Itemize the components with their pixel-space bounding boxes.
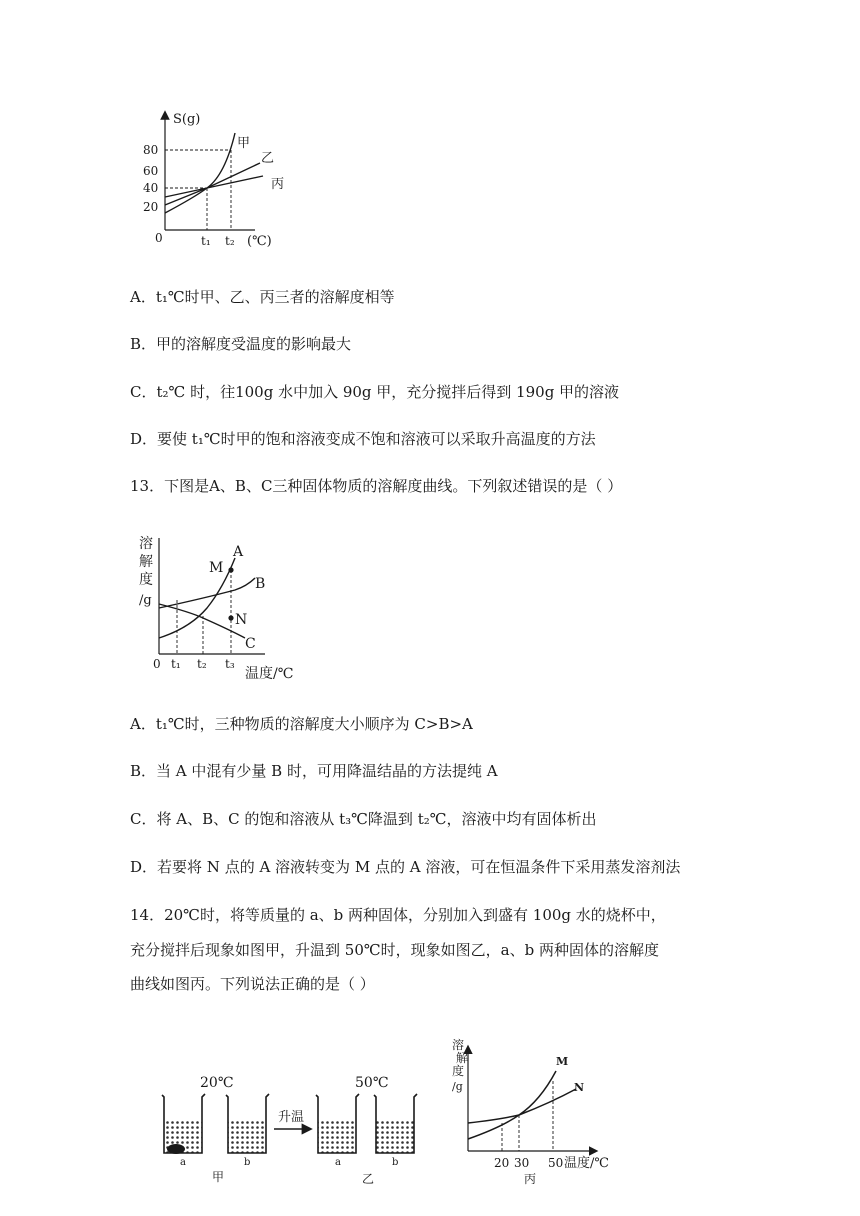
x-tick: t₁ bbox=[171, 657, 181, 671]
x-axis-label: 温度/℃ bbox=[564, 1156, 609, 1171]
beaker-jia-b bbox=[226, 1094, 269, 1153]
curve-label-a: A bbox=[233, 544, 244, 560]
curve-label-b: B bbox=[255, 576, 266, 592]
undissolved-solid bbox=[167, 1144, 185, 1154]
y-label-char: 解 bbox=[456, 1051, 469, 1065]
caption-bing: 丙 bbox=[524, 1172, 537, 1185]
beaker-label: b bbox=[244, 1157, 251, 1168]
y-label-char: /g bbox=[139, 593, 152, 608]
y-label-char: 溶 bbox=[452, 1038, 465, 1052]
y-label-char: 度 bbox=[452, 1064, 465, 1078]
point-label-n: N bbox=[235, 612, 248, 628]
q12-option-a: A．t₁℃时甲、乙、丙三者的溶解度相等 bbox=[130, 288, 395, 306]
caption-jia: 甲 bbox=[212, 1170, 225, 1184]
solubility-graph-3 bbox=[452, 1037, 609, 1171]
solubility-graph-1 bbox=[135, 105, 305, 255]
q14-stem-line1: 14．20℃时，将等质量的 a、b 两种固体，分别加入到盛有 100g 水的烧杯中， bbox=[130, 906, 666, 924]
q13-option-d: D．若要将 N 点的 A 溶液转变为 M 点的 A 溶液，可在恒温条件下采用蒸发溶剂法 bbox=[130, 858, 681, 876]
point-m bbox=[228, 567, 233, 572]
x-tick: 20 bbox=[494, 1156, 510, 1170]
x-tick: t₂ bbox=[197, 657, 207, 671]
q12-option-b: B．甲的溶解度受温度的影响最大 bbox=[130, 335, 352, 353]
series-label-bing: 丙 bbox=[271, 177, 285, 192]
curve-b bbox=[159, 578, 255, 608]
point-label-m: M bbox=[209, 560, 224, 576]
beaker-jia-a bbox=[162, 1094, 205, 1154]
y-tick: 60 bbox=[143, 164, 159, 178]
q12-option-c: C．t₂℃ 时，往100g 水中加入 90g 甲，充分搅拌后得到 190g 甲的溶液 bbox=[130, 383, 620, 401]
origin-label: 0 bbox=[153, 657, 161, 671]
temp-label-50: 50℃ bbox=[355, 1075, 389, 1091]
caption-yi: 乙 bbox=[362, 1172, 375, 1185]
heat-arrow-label: 升温 bbox=[278, 1110, 305, 1125]
origin-label: 0 bbox=[155, 231, 163, 245]
x-tick: t₂ bbox=[225, 234, 235, 248]
y-label-char: 解 bbox=[139, 554, 153, 570]
x-tick: 30 bbox=[514, 1156, 530, 1170]
q13-option-c: C．将 A、B、C 的饱和溶液从 t₃℃降温到 t₂℃，溶液中均有固体析出 bbox=[130, 810, 597, 828]
curve-label-c: C bbox=[245, 636, 256, 652]
y-label-char: 溶 bbox=[139, 536, 153, 552]
series-label-yi: 乙 bbox=[261, 151, 275, 166]
y-tick: 20 bbox=[143, 200, 159, 214]
y-tick: 80 bbox=[143, 143, 159, 157]
beaker-yi-a bbox=[316, 1094, 359, 1153]
solubility-graph-2 bbox=[135, 530, 310, 685]
x-tick: t₃ bbox=[225, 657, 235, 671]
beaker-and-graph-figure bbox=[150, 1035, 625, 1185]
x-tick: t₁ bbox=[201, 234, 211, 248]
beaker-label: b bbox=[392, 1157, 399, 1168]
y-label-char: /g bbox=[452, 1080, 463, 1093]
curve-label-m: M bbox=[556, 1055, 569, 1068]
beaker-label: a bbox=[335, 1157, 341, 1168]
q13-option-a: A．t₁℃时，三种物质的溶解度大小顺序为 C>B>A bbox=[130, 715, 473, 733]
beaker-label: a bbox=[180, 1157, 186, 1168]
x-tick: 50 bbox=[548, 1156, 564, 1170]
x-unit-label: (℃) bbox=[247, 234, 272, 249]
q14-stem-line3: 曲线如图丙。下列说法正确的是（ ） bbox=[130, 975, 375, 993]
series-label-jia: 甲 bbox=[237, 136, 251, 151]
y-axis-label: S(g) bbox=[173, 112, 201, 127]
q13-stem: 13．下图是A、B、C三种固体物质的溶解度曲线。下列叙述错误的是（ ） bbox=[130, 477, 623, 495]
q14-stem-line2: 充分搅拌后现象如图甲，升温到 50℃时，现象如图乙，a、b 两种固体的溶解度 bbox=[130, 941, 659, 959]
temp-label-20: 20℃ bbox=[200, 1075, 234, 1091]
curve-n bbox=[468, 1089, 576, 1123]
curve-label-n: N bbox=[574, 1081, 585, 1094]
x-axis-label: 温度/℃ bbox=[245, 666, 294, 682]
q12-option-d: D．要使 t₁℃时甲的饱和溶液变成不饱和溶液可以采取升高温度的方法 bbox=[130, 430, 596, 448]
y-label-char: 度 bbox=[139, 572, 153, 588]
curve-bing bbox=[165, 176, 263, 197]
beaker-yi-b bbox=[374, 1094, 417, 1153]
curve-a bbox=[159, 558, 235, 638]
q13-option-b: B．当 A 中混有少量 B 时，可用降温结晶的方法提纯 A bbox=[130, 762, 498, 780]
point-n bbox=[228, 615, 233, 620]
y-tick: 40 bbox=[143, 181, 159, 195]
